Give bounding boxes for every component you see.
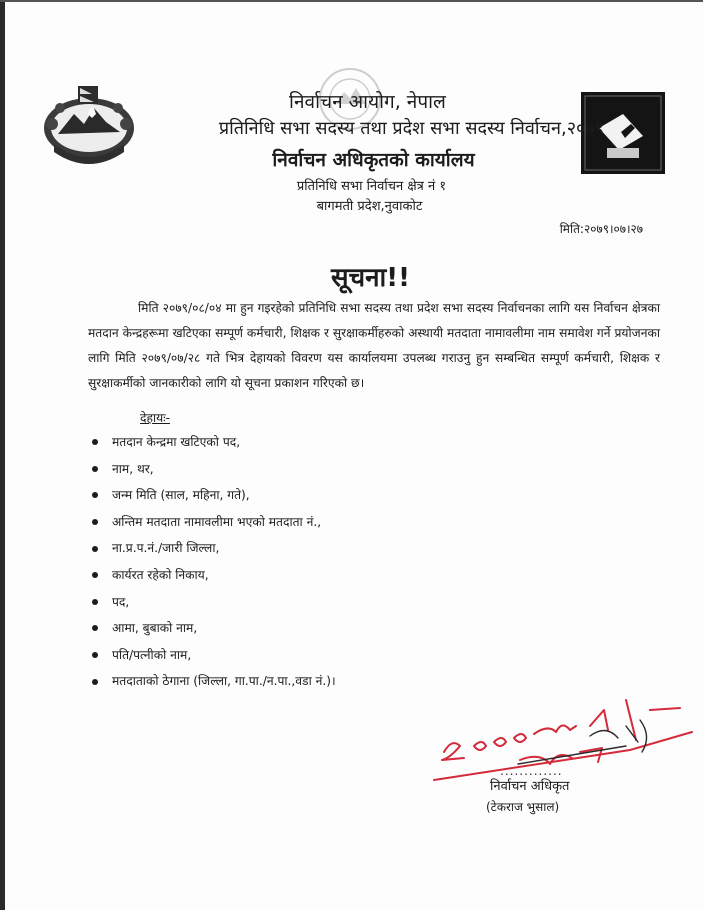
list-item [92,429,336,456]
list-item [92,456,336,483]
notice-body: मिति २०७९/०८/०४ मा हुन गइरहेको प्रतिनिधि सभा सदस्य तथा प्रदेश सभा सदस्य निर्वाचनका लागि यस निर्वाचन क्षेत्रका मतदान केन्द्रहरूमा खटिएका सम्पूर्ण कर्मचारी, शिक्षक र सुरक्षाकर्मीहरुको अस्थायी मतदाता नामावलीमा नाम समावेश गर्ने प्रयोजनका लागि मिति २०७९/०७/२८ गते भित्र देहायको विवरण यस कार्यालयमा उपलब्ध गराउनु हुन सम्बन्धित सम्पूर्ण कर्मचारी, शिक्षक र सुरक्षाकर्मीको जानकारीको लागि यो सूचना प्रकाशन गरिएको छ। [88,301,660,390]
list-item-text: ना.प्र.प.नं./जारी जिल्ला, [112,541,220,556]
bullet-icon [92,679,98,685]
list-item [92,562,336,589]
bullet-icon [92,546,98,552]
list-item-text: कार्यरत रहेको निकाय, [112,567,209,582]
required-details-list [92,429,336,695]
notice-title: सूचना!! [331,263,410,293]
list-item [92,589,336,616]
province-district: बागमती प्रदेश,नुवाकोट [316,199,423,214]
signatory-title: निर्वाचन अधिकृत [490,779,570,794]
list-item [92,509,336,536]
bullet-icon [92,492,98,498]
bullet-icon [92,652,98,658]
notice-date: मिति:२०७९।०७।२७ [559,222,643,236]
bullet-icon [92,625,98,631]
signature-dots: ............. [500,764,563,778]
office-name: निर्वाचन अधिकृतको कार्यालय [272,149,475,171]
list-item [92,642,336,669]
list-item [92,615,336,642]
bullet-icon [92,439,98,445]
bullet-icon [92,466,98,472]
list-item-text: आमा, बुबाको नाम, [112,621,198,636]
election-name: प्रतिनिधि सभा सदस्य तथा प्रदेश सभा सदस्य निर्वाचन,२०७९ [218,118,605,139]
list-item-text: मतदान केन्द्रमा खटिएको पद, [112,435,241,449]
list-item-text: पति/पत्नीको नाम, [112,647,192,662]
list-item [92,482,336,509]
signatory-name: (टेकराज भुसाल) [486,800,560,814]
list-item-text: अन्तिम मतदाता नामावलीमा भएको मतदाता नं., [112,514,322,529]
list-item-text: जन्म मिति (साल, महिना, गते), [112,488,250,503]
commission-name: निर्वाचन आयोग, नेपाल [289,91,446,113]
constituency: प्रतिनिधि सभा निर्वाचन क्षेत्र नं १ [296,179,447,194]
list-item-text: मतदाताको ठेगाना (जिल्ला, गा.पा./न.पा.,वडा नं.)। [112,674,336,689]
scan-edge-top [0,0,703,2]
list-item [92,668,336,695]
list-item [92,535,336,562]
list-item-text: नाम, थर, [112,461,154,476]
list-heading: देहायः- [140,411,171,425]
list-item-text: पद, [112,594,130,609]
bullet-icon [92,572,98,578]
bullet-icon [92,599,98,605]
bullet-icon [92,519,98,525]
